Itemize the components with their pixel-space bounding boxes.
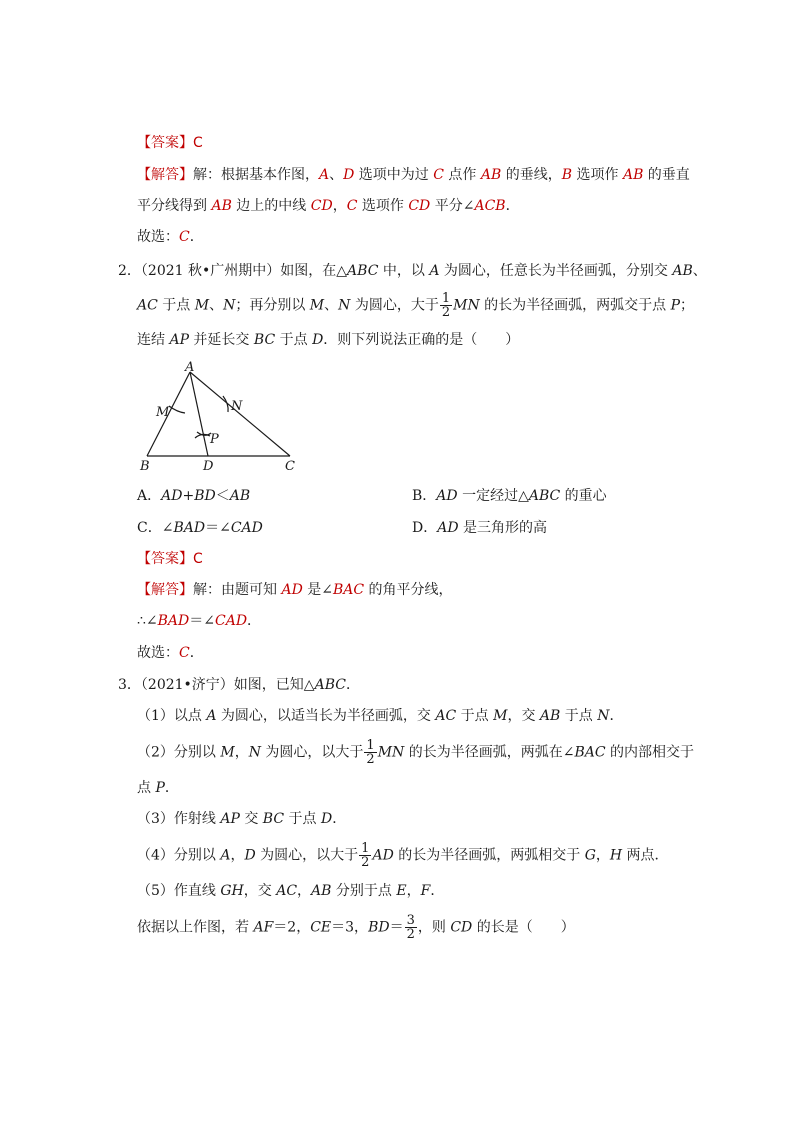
q3-question-fraction (405, 914, 417, 941)
text-run: 连结 (137, 332, 170, 348)
q2-stem-text-2a (137, 298, 439, 314)
text-run: D (343, 167, 355, 183)
text-run: AB (211, 198, 232, 214)
label-p: P (210, 432, 219, 447)
label-c: C (285, 459, 295, 474)
q2-stem-line-2 (137, 292, 694, 319)
text-run: N (223, 297, 236, 314)
text-run: 平分∠ (430, 198, 475, 214)
text-run: ＜ (215, 488, 230, 504)
q3-intro-text (141, 677, 360, 693)
text-run: AB (311, 883, 332, 899)
text-run: C．∠ (137, 520, 174, 536)
text-run: H (609, 847, 623, 864)
text-run: ， (234, 744, 249, 761)
text-run: ． (189, 229, 204, 245)
text-run: M (309, 297, 325, 314)
text-run: ， (406, 883, 421, 899)
text-run: 选项作 (357, 198, 409, 214)
text-run: ， (332, 198, 347, 214)
q2-explanation-label: 【解答】 (137, 582, 193, 598)
text-run: （2021 秋•广州期中）如图，在△ (140, 263, 348, 279)
text-run: 于点 (275, 332, 313, 348)
text-run: 的角平分线， (364, 582, 453, 598)
text-run: A (319, 167, 330, 183)
text-run: A (220, 847, 231, 864)
text-run: ＝2， (273, 919, 311, 936)
text-run: MN (453, 297, 480, 314)
text-run: A (206, 708, 217, 724)
text-run: 为圆心，以大于 (260, 744, 364, 761)
q2-fraction-numerator: 1 (441, 291, 451, 306)
text-run: AC (137, 297, 158, 314)
text-run: 于点 (456, 708, 494, 724)
text-run: ． (345, 677, 360, 693)
text-run: AB (480, 167, 502, 183)
text-run: 解：根据基本作图， (193, 167, 319, 183)
text-run: 的长是（ ） (472, 919, 575, 936)
q3-stem-intro (118, 675, 360, 695)
q3-question-text-a (137, 920, 404, 936)
text-run: 为圆心，以适当长为半径画弧，交 (216, 708, 436, 724)
text-run: D (244, 847, 256, 864)
text-run: CAD (215, 613, 248, 629)
text-run: 一定经过△ (457, 488, 529, 504)
text-run: （2）分别以 (137, 744, 221, 761)
q3-number: 3． (118, 677, 141, 693)
text-run: 、 (209, 297, 224, 314)
text-run: 的重心 (560, 488, 607, 504)
q3-step-2-fraction-numerator: 1 (366, 738, 375, 753)
text-run: 依据以上作图，若 (137, 919, 254, 936)
q2-option-a (137, 486, 250, 506)
text-run: ． (189, 645, 204, 661)
text-run: AP (169, 332, 189, 348)
text-run: 分别于点 (331, 883, 397, 899)
text-run: 于点 (284, 811, 321, 827)
text-run: AD (281, 582, 303, 598)
q2-stem-text-1 (141, 263, 707, 279)
text-run: AB (622, 167, 644, 183)
q2-option-c (137, 518, 263, 538)
q3-step-2 (137, 739, 694, 766)
text-run: AP (220, 811, 240, 827)
q3-step-4-fraction-numerator: 1 (361, 841, 370, 856)
q3-step-2-text-a (137, 745, 363, 761)
text-run: GH (220, 883, 244, 899)
q3-step-3 (137, 809, 346, 829)
text-run: AB (229, 488, 251, 504)
q2-stem-text-2b (453, 298, 694, 314)
text-run: （3）作射线 (137, 811, 221, 827)
text-run: ，则 (417, 919, 451, 936)
text-run: M (493, 708, 508, 724)
q3-step-4-text-b (372, 848, 668, 864)
text-run: CE (310, 919, 332, 936)
text-run: CD (310, 198, 333, 214)
q3-step-4 (137, 842, 669, 869)
text-run: BD (368, 919, 390, 936)
q3-step-5 (137, 881, 444, 901)
text-run: ． (332, 811, 347, 827)
text-run: 的内部相交于 (605, 744, 695, 761)
text-run: N (597, 708, 610, 724)
text-run: ．则下列说法正确的是（ ） (323, 332, 520, 348)
text-run: 故选： (137, 645, 179, 661)
q3-step-4-fraction (359, 842, 371, 869)
text-run: 的垂线， (501, 167, 562, 183)
q2-stem-line-3 (137, 330, 519, 350)
q1-explanation-line-1 (137, 165, 690, 185)
text-run: C (346, 198, 358, 214)
q2-option-b (412, 486, 607, 506)
q2-triangle-figure (135, 360, 310, 475)
text-run: 的长为半径画弧，两弧交于点 (479, 297, 671, 314)
text-run: AF (253, 919, 274, 936)
arc-n (223, 396, 228, 412)
q3-step-1 (137, 706, 623, 726)
text-run: AB (672, 263, 693, 279)
text-run: A (429, 263, 440, 279)
q3-question-fraction-denominator: 2 (406, 927, 415, 942)
q2-explanation-line-2 (137, 611, 261, 631)
text-run: D (320, 811, 333, 827)
text-run: P (155, 780, 165, 796)
text-run: BC (253, 332, 276, 348)
text-run: AD (161, 488, 183, 504)
text-run: MN (377, 744, 405, 761)
text-run: AC (276, 883, 298, 899)
text-run: E (396, 883, 407, 899)
text-run: 解：由题可知 (193, 582, 282, 598)
label-a: A (185, 360, 195, 375)
text-run: F (420, 883, 431, 899)
text-run: 的长为半径画弧，两弧在∠ (404, 744, 575, 761)
text-run: ∴∠ (137, 613, 158, 629)
text-run: 中，以 (378, 263, 430, 279)
label-n: N (231, 399, 243, 414)
text-run: 于点 (157, 297, 195, 314)
text-run: D． (412, 520, 438, 536)
q2-number: 2． (118, 263, 141, 279)
text-run: A． (137, 488, 162, 504)
text-run: ；再分别以 (235, 297, 310, 314)
q2-answer-value: C (193, 551, 203, 567)
q3-step-2-fraction (364, 739, 376, 766)
q2-choice (137, 643, 204, 663)
text-run: D (312, 332, 324, 348)
text-run: C (179, 229, 190, 245)
text-run: CAD (230, 520, 263, 536)
q1-explanation-line-2 (137, 196, 520, 216)
text-run: 点作 (443, 167, 481, 183)
text-run: 选项中为过 (354, 167, 434, 183)
text-run: 是三角形的高 (458, 520, 548, 536)
text-run: ，交 (243, 883, 277, 899)
text-run: （2021•济宁）如图，已知△ (140, 677, 315, 693)
text-run: ， (230, 847, 245, 864)
q2-answer-label: 【答案】 (137, 551, 193, 567)
text-run: 交 (239, 811, 263, 827)
text-run: ＝ (389, 919, 404, 936)
text-run: 于点 (560, 708, 598, 724)
text-run: 为圆心，大于 (350, 297, 439, 314)
text-run: BD (194, 488, 216, 504)
q3-question-fraction-numerator: 3 (406, 913, 415, 928)
text-run: M (220, 744, 235, 761)
text-run: ＝∠ (205, 520, 231, 536)
text-run: 故选： (137, 229, 179, 245)
text-run: 、 (324, 297, 339, 314)
q3-question-text-b (418, 920, 575, 936)
text-run: AD (436, 488, 458, 504)
q2-stem-line-1 (118, 261, 707, 281)
text-run: ． (505, 198, 520, 214)
q2-explanation-line-1 (137, 580, 453, 600)
text-run: AD (372, 847, 394, 864)
text-run: BC (262, 811, 285, 827)
text-run: C (433, 167, 444, 183)
text-run: ，交 (507, 708, 540, 724)
q3-step-2-text-b (378, 745, 694, 761)
text-run: BAC (332, 582, 365, 598)
text-run: P (670, 297, 681, 314)
text-run: N (338, 297, 351, 314)
q1-answer-label: 【答案】 (137, 135, 193, 151)
text-run: 、 (692, 263, 707, 279)
text-run: ABC (314, 677, 346, 693)
q2-fraction-denominator: 2 (441, 305, 451, 320)
text-run: 平分线得到 (137, 198, 212, 214)
text-run: BAD (173, 520, 206, 536)
q1-choice (137, 227, 204, 247)
text-run: ， (595, 847, 610, 864)
label-m: M (156, 405, 170, 420)
text-run: ． (430, 883, 445, 899)
text-run: BAD (157, 613, 190, 629)
label-b: B (140, 459, 150, 474)
text-run: B (561, 167, 573, 183)
q2-option-d (412, 518, 547, 538)
text-run: ， (297, 883, 312, 899)
q2-answer (137, 549, 203, 569)
text-run: ABC (347, 263, 379, 279)
text-run: （5）作直线 (137, 883, 221, 899)
text-run: BAC (574, 744, 606, 761)
text-run: 的长为半径画弧，两弧相交于 (393, 847, 585, 864)
text-run: （4）分别以 (137, 847, 221, 864)
text-run: 为圆心，任意长为半径画弧，分别交 (439, 263, 673, 279)
text-run: ． (164, 780, 179, 796)
label-d: D (203, 459, 214, 474)
text-run: N (248, 744, 261, 761)
text-run: 两点． (622, 847, 669, 864)
text-run: 、 (329, 167, 344, 183)
text-run: M (194, 297, 210, 314)
text-run: 并延长交 (188, 332, 254, 348)
q1-answer-value: C (193, 135, 203, 151)
text-run: AD (437, 520, 459, 536)
q1-explanation-text-1 (193, 167, 690, 183)
text-run: ACB (474, 198, 506, 214)
text-run: 选项作 (572, 167, 623, 183)
text-run: + (182, 488, 195, 504)
q1-explanation-label: 【解答】 (137, 167, 193, 183)
text-run: ＝3， (331, 919, 369, 936)
text-run: AC (435, 708, 457, 724)
text-run: ． (247, 613, 262, 629)
q2-fraction (440, 292, 452, 319)
q3-step-2-fraction-denominator: 2 (366, 752, 375, 767)
text-run: 边上的中线 (231, 198, 311, 214)
q3-question (137, 914, 575, 941)
text-run: ABC (528, 488, 561, 504)
text-run: CD (408, 198, 431, 214)
text-run: 的垂直 (643, 167, 690, 183)
text-run: 是∠ (302, 582, 333, 598)
text-run: AB (539, 708, 561, 724)
text-run: C (179, 645, 190, 661)
text-run: ； (680, 297, 695, 314)
text-run: CD (450, 919, 473, 936)
text-run: ． (609, 708, 624, 724)
text-run: （1）以点 (137, 708, 207, 724)
text-run: G (584, 847, 596, 864)
text-run: B． (412, 488, 437, 504)
text-run: 点 (137, 780, 156, 796)
q2-explanation-text-1 (193, 582, 453, 598)
q3-step-4-text-a (137, 848, 358, 864)
q3-step-4-fraction-denominator: 2 (361, 855, 370, 870)
text-run: 为圆心，以大于 (255, 847, 359, 864)
text-run: ＝∠ (189, 613, 215, 629)
q3-step-2-continued (137, 778, 179, 798)
q1-answer (137, 133, 203, 153)
